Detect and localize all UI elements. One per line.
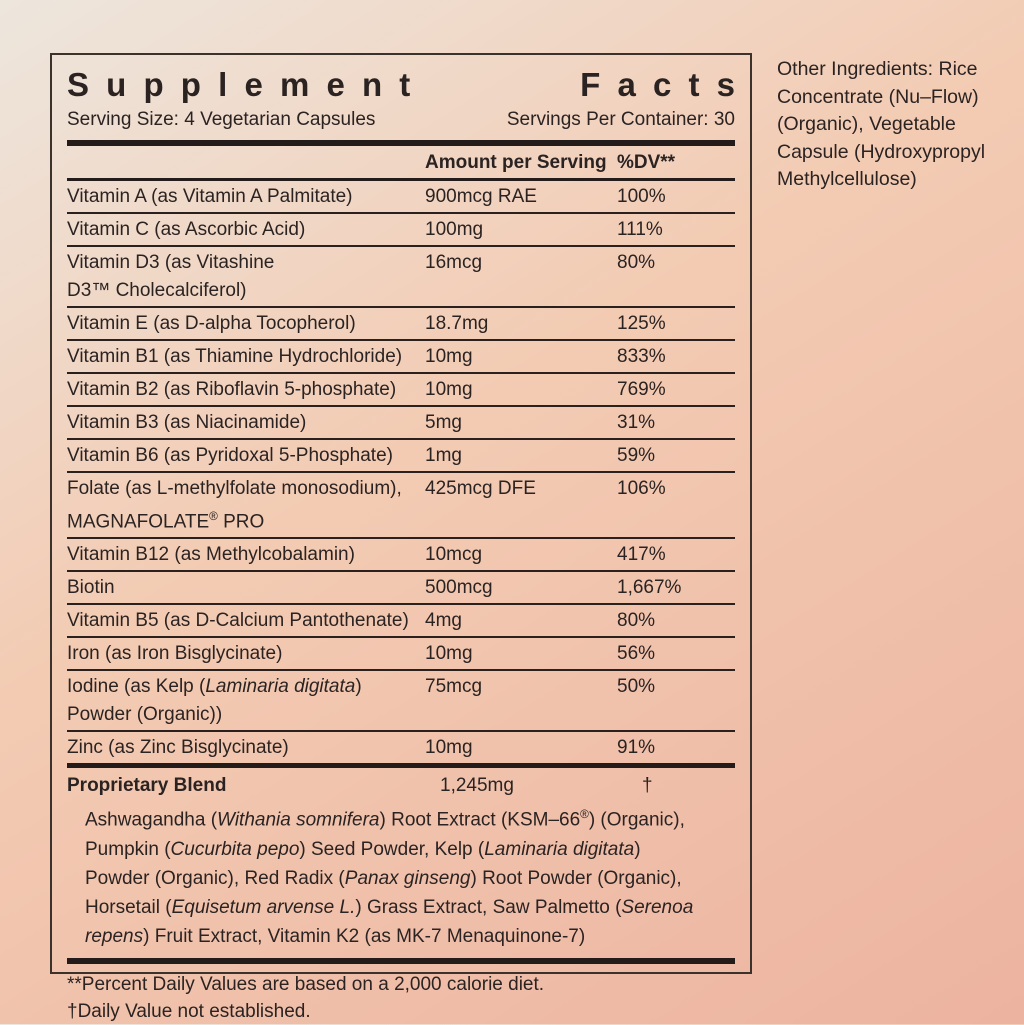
- table-row: [67, 638, 735, 671]
- footnotes: [67, 964, 735, 1025]
- serving-size-label: Serving Size: 4 Vegetarian Capsules: [67, 109, 376, 130]
- text-segment: ) Root Powder (Organic),: [470, 867, 682, 889]
- blend-description-line: [85, 800, 735, 834]
- blend-name: Proprietary Blend: [67, 775, 227, 797]
- text-segment: Vitamin B2 (as Riboflavin 5-phosphate): [67, 378, 397, 400]
- blend-description-line: [85, 835, 735, 864]
- text-segment: Cucurbita pepo: [170, 838, 300, 860]
- nutrient-name-line: [67, 701, 735, 729]
- table-row: [67, 671, 735, 732]
- text-segment: Vitamin C (as Ascorbic Acid): [67, 218, 306, 240]
- text-segment: Serenoa: [621, 896, 694, 918]
- table-row: [67, 473, 735, 539]
- footnote-dagger: †Daily Value not established.: [67, 1000, 311, 1022]
- amount-value: 75mcg: [425, 675, 483, 697]
- text-segment: repens: [85, 925, 144, 947]
- text-segment: Powder (Organic), Red Radix (: [85, 867, 345, 889]
- table-row: [67, 539, 735, 572]
- amount-value: 5mg: [425, 411, 462, 433]
- dv-value: 1,667%: [617, 576, 682, 598]
- proprietary-blend-row: [67, 768, 735, 800]
- text-segment: Vitamin E (as D-alpha Tocopherol): [67, 312, 356, 334]
- servings-per-container-label: Servings Per Container: 30: [506, 109, 735, 130]
- amount-value: 4mg: [425, 609, 462, 631]
- text-segment: Ashwagandha (: [85, 809, 218, 831]
- other-ingredients-note: [777, 56, 1024, 194]
- text-segment: Folate (as L-methylfolate monosodium),: [67, 477, 402, 499]
- blend-description-line: [85, 893, 735, 922]
- thick-rule-top: [67, 140, 735, 146]
- panel-title: [67, 65, 753, 105]
- table-row: [67, 181, 735, 214]
- dv-value: 106%: [617, 477, 666, 499]
- nutrient-name-line: [67, 277, 735, 305]
- text-segment: ) Seed Powder, Kelp (: [299, 838, 485, 860]
- dv-value: 56%: [617, 642, 656, 664]
- other-ingredients-line: Capsule (Hydroxypropyl: [777, 140, 986, 163]
- table-row: [67, 247, 735, 308]
- dv-value: 59%: [617, 444, 656, 466]
- other-ingredients-line: Other Ingredients: Rice: [777, 58, 978, 80]
- text-segment: Vitamin A (as Vitamin A Palmitate): [67, 185, 353, 207]
- text-segment: ) Fruit Extract, Vitamin K2 (as MK-7 Menaquinone-7): [143, 925, 586, 947]
- amount-value: 100mg: [425, 218, 484, 240]
- blend-description-line: [85, 864, 735, 893]
- dv-value: 91%: [617, 736, 656, 758]
- table-row: [67, 214, 735, 247]
- dv-value: 417%: [617, 543, 666, 565]
- amount-value: 500mcg: [425, 576, 493, 598]
- title-facts: Facts: [580, 66, 753, 103]
- text-segment: Withania somnifera: [217, 809, 380, 831]
- amount-column-header: Amount per Serving: [425, 152, 607, 173]
- table-row: [67, 605, 735, 638]
- table-row: [67, 440, 735, 473]
- text-segment: ) (Organic),: [588, 809, 685, 831]
- supplement-facts-panel: [50, 53, 753, 1022]
- text-segment: Vitamin B6 (as Pyridoxal 5-Phosphate): [67, 444, 393, 466]
- text-segment: Laminaria digitata: [205, 675, 356, 697]
- text-segment: Iron (as Iron Bisglycinate): [67, 642, 283, 664]
- table-row: [67, 341, 735, 374]
- blend-dv-dagger: †: [642, 775, 653, 797]
- text-segment: Powder (Organic)): [67, 703, 223, 725]
- dv-column-header: %DV**: [617, 152, 676, 173]
- blend-amount: 1,245mg: [440, 775, 514, 797]
- text-segment: Vitamin B12 (as Methylcobalamin): [67, 543, 355, 565]
- blend-ingredients-text: [85, 800, 735, 950]
- text-segment: Zinc (as Zinc Bisglycinate): [67, 736, 289, 758]
- dv-value: 80%: [617, 251, 656, 273]
- table-row: [67, 572, 735, 605]
- text-segment: Vitamin D3 (as Vitashine: [67, 251, 275, 273]
- text-segment: ): [634, 838, 641, 860]
- text-segment: ) Root Extract (KSM–66: [379, 809, 581, 831]
- other-ingredients-line: Concentrate (Nu–Flow): [777, 85, 979, 108]
- text-segment: Panax ginseng: [344, 867, 471, 889]
- serving-info-row: [67, 107, 735, 133]
- text-segment: Horsetail (: [85, 896, 172, 918]
- text-segment: D3™ Cholecalciferol): [67, 279, 247, 301]
- dv-value: 100%: [617, 185, 666, 207]
- text-segment: Vitamin B1 (as Thiamine Hydrochloride): [67, 345, 403, 367]
- dv-value: 833%: [617, 345, 666, 367]
- amount-value: 10mg: [425, 378, 473, 400]
- footnote-daily-values: **Percent Daily Values are based on a 2,000 calorie diet.: [67, 973, 545, 995]
- dv-value: 31%: [617, 411, 656, 433]
- dv-value: 80%: [617, 609, 656, 631]
- dv-value: 50%: [617, 675, 656, 697]
- nutrient-name-line: [67, 503, 735, 536]
- other-ingredients-line: Methylcellulose): [777, 168, 917, 190]
- text-segment: Biotin: [67, 576, 115, 598]
- amount-value: 10mg: [425, 345, 473, 367]
- text-segment: ®: [580, 808, 589, 822]
- nutrient-table: [67, 181, 735, 763]
- text-segment: Vitamin B3 (as Niacinamide): [67, 411, 307, 433]
- amount-value: 425mcg DFE: [425, 477, 536, 499]
- title-supplement: Supplement: [67, 66, 428, 103]
- text-segment: Iodine (as Kelp (: [67, 675, 206, 697]
- text-segment: Laminaria digitata: [484, 838, 635, 860]
- amount-value: 900mcg RAE: [425, 185, 537, 207]
- table-row: [67, 308, 735, 341]
- amount-value: 18.7mg: [425, 312, 489, 334]
- text-segment: ): [355, 675, 362, 697]
- other-ingredients-line: (Organic), Vegetable: [777, 113, 956, 135]
- amount-value: 10mcg: [425, 543, 483, 565]
- text-segment: MAGNAFOLATE: [67, 510, 210, 532]
- dv-value: 769%: [617, 378, 666, 400]
- table-row: [67, 374, 735, 407]
- amount-value: 10mg: [425, 642, 473, 664]
- blend-description-line: [85, 922, 735, 951]
- dv-value: 125%: [617, 312, 666, 334]
- dv-value: 111%: [617, 218, 663, 240]
- column-header-row: [67, 148, 735, 178]
- text-segment: Equisetum arvense L.: [171, 896, 356, 918]
- amount-value: 16mcg: [425, 251, 483, 273]
- table-row: [67, 407, 735, 440]
- text-segment: ®: [209, 509, 218, 523]
- table-row: [67, 732, 735, 763]
- text-segment: Vitamin B5 (as D-Calcium Pantothenate): [67, 609, 409, 631]
- amount-value: 10mg: [425, 736, 473, 758]
- text-segment: Pumpkin (: [85, 838, 171, 860]
- text-segment: ) Grass Extract, Saw Palmetto (: [355, 896, 622, 918]
- text-segment: PRO: [217, 510, 265, 532]
- amount-value: 1mg: [425, 444, 462, 466]
